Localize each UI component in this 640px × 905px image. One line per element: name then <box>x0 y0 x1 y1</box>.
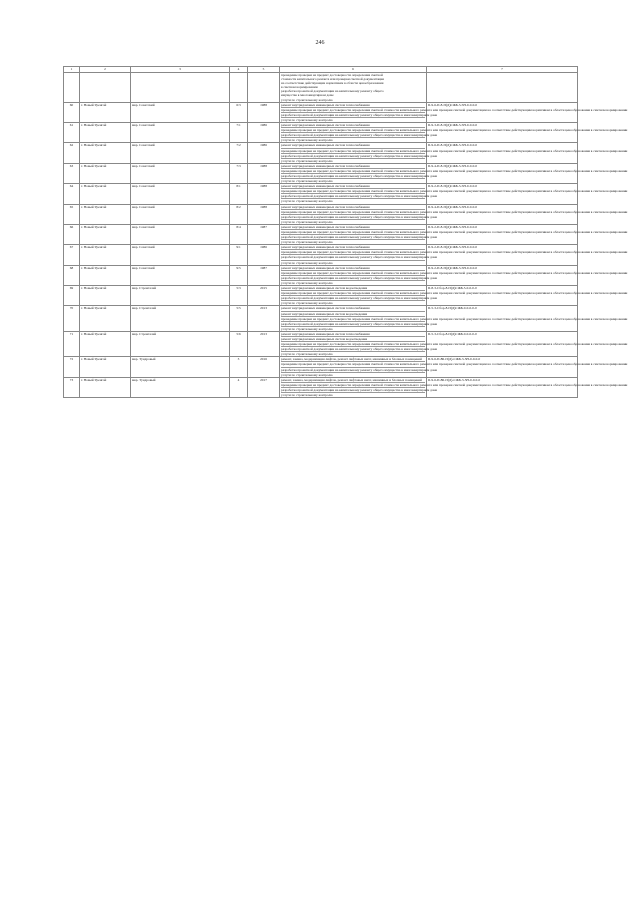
year-cell: 1988 <box>248 204 280 224</box>
work-line: ремонт внутридомовых инженерных систем теплоснабжения <box>281 331 370 336</box>
street-cell: мкр. Советский <box>131 102 230 122</box>
work-line: ремонт внутридомовых инженерных систем теплоснабжения <box>281 184 370 189</box>
row-number: 73 <box>64 377 80 397</box>
code-cell: II-9-6-П-8Б-П(Д)-СЖБ-3-5Н-0-0-0-0 <box>427 357 578 377</box>
row-number: 72 <box>64 357 80 377</box>
year-cell: 2015 <box>248 286 280 306</box>
code-cell: II-8-3-Сбор-8-П(Д)СЖБ-5-0-0-0-0 <box>427 286 578 306</box>
city-cell: г. Новый Уренгой <box>80 357 131 377</box>
city-cell: г. Новый Уренгой <box>80 163 131 183</box>
work-line: ремонт внутридомовых инженерных систем теплоснабжения <box>281 204 370 209</box>
code-cell: II-9-2-П-8-П(Д)СЖБ-5-5Н-0-0-0-0 <box>427 245 578 265</box>
work-line: ремонт внутридомовых инженерных систем водоотведения <box>281 286 368 291</box>
work-line: услуги по строительному контролю <box>281 97 333 102</box>
house-cell: 4 <box>230 377 248 397</box>
work-line: услуги по строительному контролю <box>281 137 425 142</box>
work-line: проведение проверки на предмет достоверности определения сметной стоимости капитального ремонта или проверки сметной документации на соответствие действующим нормативам в области ценообразования в сметном нормировании <box>281 189 628 194</box>
year-cell: 1988 <box>248 184 280 204</box>
code-cell: II-9-4-П-8-П(Д)СЖБ-5-5Н-0-0-0-0 <box>427 163 578 183</box>
house-cell: 5/5 <box>230 306 248 331</box>
code-cell: II-9-3-П-8-П(Д)СЖБ-5-5Н-0-0-0-0 <box>427 123 578 143</box>
street-cell: мкр. Советский <box>131 245 230 265</box>
street-cell: мкр. Советский <box>131 184 230 204</box>
work-line: разработка проектной документации на капитальному ремонту общего имущества в многоквартирном доме <box>281 367 438 372</box>
year-cell: 1987 <box>248 265 280 285</box>
house-cell: 5/6 <box>230 331 248 356</box>
work-line: ремонт внутридомовых инженерных систем водоотведения <box>281 336 425 341</box>
city-cell: г. Новый Уренгой <box>80 143 131 163</box>
work-line: ремонт внутридомовых инженерных систем теплоснабжения <box>281 163 370 168</box>
work-line: услуги по строительному контролю <box>281 158 425 163</box>
work-line: разработка проектной документации на капитальному ремонту общего имущества в многоквартирном доме <box>281 347 438 352</box>
street-cell: мкр. Строителей <box>131 306 230 331</box>
work-line: услуги по строительному контролю <box>281 372 425 377</box>
work-line: услуги по строительному контролю <box>281 351 425 356</box>
house-cell: 7/3 <box>230 163 248 183</box>
street-cell: мкр. Советский <box>131 143 230 163</box>
work-line: услуги по строительному контролю <box>281 392 425 397</box>
row-number: 70 <box>64 306 80 331</box>
col-header: 2 <box>80 67 131 73</box>
work-line: ремонт внутридомовых инженерных систем теплоснабжения <box>281 143 370 148</box>
code-cell: II-9-6-П-8Б-П(Д)-СЖБ-3-5Н-0-0-0-0 <box>427 377 578 397</box>
work-line: ремонт, замена, модернизация лифтов, ремонт лифтовых шахт, машинных и блочных помещений <box>281 357 422 362</box>
work-line: разработка проектной документации на капитальному ремонту общего имущества в многоквартирном доме <box>281 173 438 178</box>
year-cell: 1988 <box>248 163 280 183</box>
year-cell: 2013 <box>248 331 280 356</box>
work-line: проведение проверки на предмет достоверности определения сметной стоимости капитального ремонта или проверки сметной документации на соответствие действующим нормативам в области ценообразования в сметном нормировании <box>281 270 628 275</box>
year-cell: 1986 <box>248 245 280 265</box>
year-cell: 1986 <box>248 123 280 143</box>
work-line: разработка проектной документации на капитальному ремонту общего имущества в многоквартирном доме <box>281 112 438 117</box>
row-number: 61 <box>64 123 80 143</box>
work-line: в сметном нормировании <box>281 85 318 90</box>
year-cell: 2017 <box>248 377 280 397</box>
work-line: проведение проверки на предмет достоверности определения сметной стоимости капитального ремонта или проверки сметной документации на соответствие действующим нормативам в области ценообразования в сметном нормировании <box>281 148 628 153</box>
year-cell: 2013 <box>248 306 280 331</box>
work-line: разработка проектной документации на капитальному ремонту общего имущества в многоквартирном доме <box>281 133 438 138</box>
table-row <box>64 204 578 224</box>
work-line: услуги по строительному контролю <box>281 300 425 305</box>
work-line: ремонт внутридомовых инженерных систем теплоснабжения <box>281 265 370 270</box>
city-cell: г. Новый Уренгой <box>80 123 131 143</box>
work-line: на соответствие действующим нормативам в области ценообразования <box>281 81 384 86</box>
code-cell: II-9-4-П-8-П(Д)СЖБ-5-5Н-0-0-0-0 <box>427 204 578 224</box>
work-line: стоимости капитального ремонта или проверки сметной документации <box>281 77 384 82</box>
table-row <box>64 224 578 244</box>
street-cell: мкр. Тундровый <box>131 357 230 377</box>
city-cell: г. Новый Уренгой <box>80 331 131 356</box>
work-line: проведение проверки на предмет достоверности определения сметной стоимости капитального ремонта или проверки сметной документации на соответствие действующим нормативам в области ценообразования в сметном нормировании <box>281 230 628 234</box>
city-cell: г. Новый Уренгой <box>80 286 131 306</box>
col-header: 7 <box>427 67 578 73</box>
table-row <box>64 357 578 377</box>
work-line: услуги по строительному контролю <box>281 260 425 265</box>
work-line: проведение проверки на предмет достоверности определения сметной стоимости капитального ремонта или проверки сметной документации на соответствие действующим нормативам в области ценообразования в сметном нормировании <box>281 250 628 255</box>
work-line: проведение проверки на предмет достоверности определения сметной стоимости капитального ремонта или проверки сметной документации на соответствие действующим нормативам в области ценообразования в сметном нормировании <box>281 168 628 173</box>
work-line: проведение проверки на предмет достоверности определения сметной стоимости капитального ремонта или проверки сметной документации на соответствие действующим нормативам в области ценообразования в сметном нормировании <box>281 382 628 387</box>
house-cell: 8/1 <box>230 184 248 204</box>
work-line: услуги по строительному контролю <box>281 117 425 122</box>
col-header: 3 <box>131 67 230 73</box>
work-line: ремонт, замена, модернизация лифтов, ремонт лифтовых шахт, машинных и блочных помещений <box>281 377 422 382</box>
row-number: 62 <box>64 143 80 163</box>
work-line: услуги по строительному контролю <box>281 198 425 203</box>
row-number: 63 <box>64 163 80 183</box>
table-row <box>64 331 578 356</box>
code-cell: II-9-2-П-8-П(Д)СЖБ-5-5Н-0-0-0-0 <box>427 184 578 204</box>
house-cell: 9/5 <box>230 265 248 285</box>
work-line: услуги по строительному контролю <box>281 280 425 285</box>
page-number: 246 <box>315 40 325 46</box>
col-header: 1 <box>64 67 80 73</box>
code-cell: II-9-2-П-8-П(Д)СЖБ-5-5Н-0-0-0-0 <box>427 265 578 285</box>
col-header: 4 <box>230 67 248 73</box>
street-cell: мкр. Советский <box>131 163 230 183</box>
work-line: имущества в многоквартирном доме <box>281 93 334 98</box>
table-row <box>64 184 578 204</box>
table-row <box>64 123 578 143</box>
work-line: разработка проектной документации на капитальному ремонту общего имущества в многоквартирном доме <box>281 255 438 260</box>
work-line: проведение проверки на предмет достоверности определения сметной стоимости капитального ремонта или проверки сметной документации на соответствие действующим нормативам в области ценообразования в сметном нормировании <box>281 316 628 321</box>
house-cell: 7/1 <box>230 123 248 143</box>
register-table <box>63 66 628 398</box>
work-line: проведение проверки на предмет достоверности определения сметной стоимости капитального ремонта или проверки сметной документации на соответствие действующим нормативам в области ценообразования в сметном нормировании <box>281 107 628 112</box>
city-cell: г. Новый Уренгой <box>80 224 131 244</box>
work-line: ремонт внутридомовых инженерных систем теплоснабжения <box>281 245 370 250</box>
work-line: услуги по строительному контролю <box>281 219 425 224</box>
work-line: услуги по строительному контролю <box>281 326 425 331</box>
year-cell: 1986 <box>248 143 280 163</box>
city-cell: г. Новый Уренгой <box>80 204 131 224</box>
work-line: разработка проектной документации на капитальному ремонту общего имущества в многоквартирном доме <box>281 153 438 158</box>
work-line: проведение проверки на предмет достоверности определения сметной стоимости капитального ремонта или проверки сметной документации на соответствие действующим нормативам в области ценообразования в сметном нормировании <box>281 291 628 296</box>
year-cell: 2016 <box>248 357 280 377</box>
col-header: 5 <box>248 67 280 73</box>
year-cell: 1988 <box>248 102 280 122</box>
table-row <box>64 286 578 306</box>
work-line: проведение проверки на предмет достоверности определения сметной стоимости капитального ремонта или проверки сметной документации на соответствие действующим нормативам в области ценообразования в сметном нормировании <box>281 342 628 347</box>
table-row <box>64 102 578 122</box>
house-cell: 8/4 <box>230 224 248 244</box>
continuation-works <box>280 73 427 103</box>
year-cell: 1987 <box>248 224 280 244</box>
work-line: разработка проектной документации на капитальному ремонту общего имущества в многоквартирном доме <box>281 387 438 392</box>
street-cell: мкр. Советский <box>131 224 230 244</box>
street-cell: мкр. Советский <box>131 204 230 224</box>
work-line: проведение проверки на предмет достоверности определения сметной стоимости капитального ремонта или проверки сметной документации на соответствие действующим нормативам в области ценообразования в сметном нормировании <box>281 128 628 133</box>
street-cell: мкр. Тундровый <box>131 377 230 397</box>
table-row <box>64 163 578 183</box>
table-row <box>64 143 578 163</box>
city-cell: г. Новый Уренгой <box>80 102 131 122</box>
row-number: 71 <box>64 331 80 356</box>
work-line: разработка проектной документации на капитальному ремонту общего <box>281 89 384 94</box>
work-line: разработка проектной документации на капитальному ремонту общего имущества в многоквартирном доме <box>281 296 438 301</box>
work-line: разработка проектной документации на капитальному ремонту общего имущества в многоквартирном доме <box>281 275 438 280</box>
work-line: ремонт внутридомовых инженерных систем теплоснабжения <box>281 102 370 107</box>
street-cell: мкр. Строителей <box>131 331 230 356</box>
work-line: услуги по строительному контролю <box>281 178 425 183</box>
work-line: разработка проектной документации на капитальному ремонту общего имущества в многоквартирном доме <box>281 214 438 219</box>
work-line: ремонт внутридомовых инженерных систем водоотведения <box>281 311 425 316</box>
work-line: услуги по строительному контролю <box>281 239 425 244</box>
house-cell: 8/2 <box>230 204 248 224</box>
city-cell: г. Новый Уренгой <box>80 184 131 204</box>
continuation-row <box>64 73 578 103</box>
city-cell: г. Новый Уренгой <box>80 377 131 397</box>
row-number: 66 <box>64 224 80 244</box>
city-cell: г. Новый Уренгой <box>80 265 131 285</box>
table-row <box>64 265 578 285</box>
house-cell: 5/3 <box>230 286 248 306</box>
work-line: ремонт внутридомовых инженерных систем теплоснабжения <box>281 224 370 229</box>
code-cell: II-5-3-Сбор-8-П(Д)СЖБ-0-0-0-0-0 <box>427 331 578 356</box>
row-number: 64 <box>64 184 80 204</box>
house-cell: 9/1 <box>230 245 248 265</box>
row-number: 69 <box>64 286 80 306</box>
street-cell: мкр. Строителей <box>131 286 230 306</box>
table-row <box>64 245 578 265</box>
code-cell: II-9-6-П-8-П(Д)СЖБ-5-5Н-0-0-0-0 <box>427 102 578 122</box>
work-line: ремонт внутридомовых инженерных систем теплоснабжения <box>281 123 370 128</box>
row-number: 60 <box>64 102 80 122</box>
row-number: 65 <box>64 204 80 224</box>
code-cell: II-9-6-П-8-П(Д)СЖБ-5-5Н-0-0-0-0 <box>427 143 578 163</box>
row-number: 67 <box>64 245 80 265</box>
street-cell: мкр. Советский <box>131 265 230 285</box>
street-cell: мкр. Советский <box>131 123 230 143</box>
code-cell: II-5-3-Сбор-8-П(Д)СЖБ-0-0-0-0-0 <box>427 306 578 331</box>
table-row <box>64 377 578 397</box>
house-cell: 6/3 <box>230 102 248 122</box>
house-cell: 3 <box>230 357 248 377</box>
row-number: 68 <box>64 265 80 285</box>
work-line: разработка проектной документации на капитальному ремонту общего имущества в многоквартирном доме <box>281 235 438 240</box>
city-cell: г. Новый Уренгой <box>80 306 131 331</box>
work-line: проведение проверки на предмет достоверности определения сметной стоимости капитального ремонта или проверки сметной документации на соответствие действующим нормативам в области ценообразования в сметном нормировании <box>281 362 628 367</box>
work-line: проведение проверки на предмет достоверности определения сметной <box>281 73 383 77</box>
col-header: 6 <box>280 67 427 73</box>
work-line: разработка проектной документации на капитальному ремонту общего имущества в многоквартирном доме <box>281 321 438 326</box>
city-cell: г. Новый Уренгой <box>80 245 131 265</box>
code-cell: II-9-2-П-8-П(Д)СЖБ-5-5Н-0-0-0-0 <box>427 224 578 244</box>
table-row <box>64 306 578 331</box>
work-line: ремонт внутридомовых инженерных систем теплоснабжения <box>281 306 370 311</box>
work-line: проведение проверки на предмет достоверности определения сметной стоимости капитального ремонта или проверки сметной документации на соответствие действующим нормативам в области ценообразования в сметном нормировании <box>281 209 628 214</box>
work-line: разработка проектной документации на капитальному ремонту общего имущества в многоквартирном доме <box>281 194 438 199</box>
house-cell: 7/2 <box>230 143 248 163</box>
